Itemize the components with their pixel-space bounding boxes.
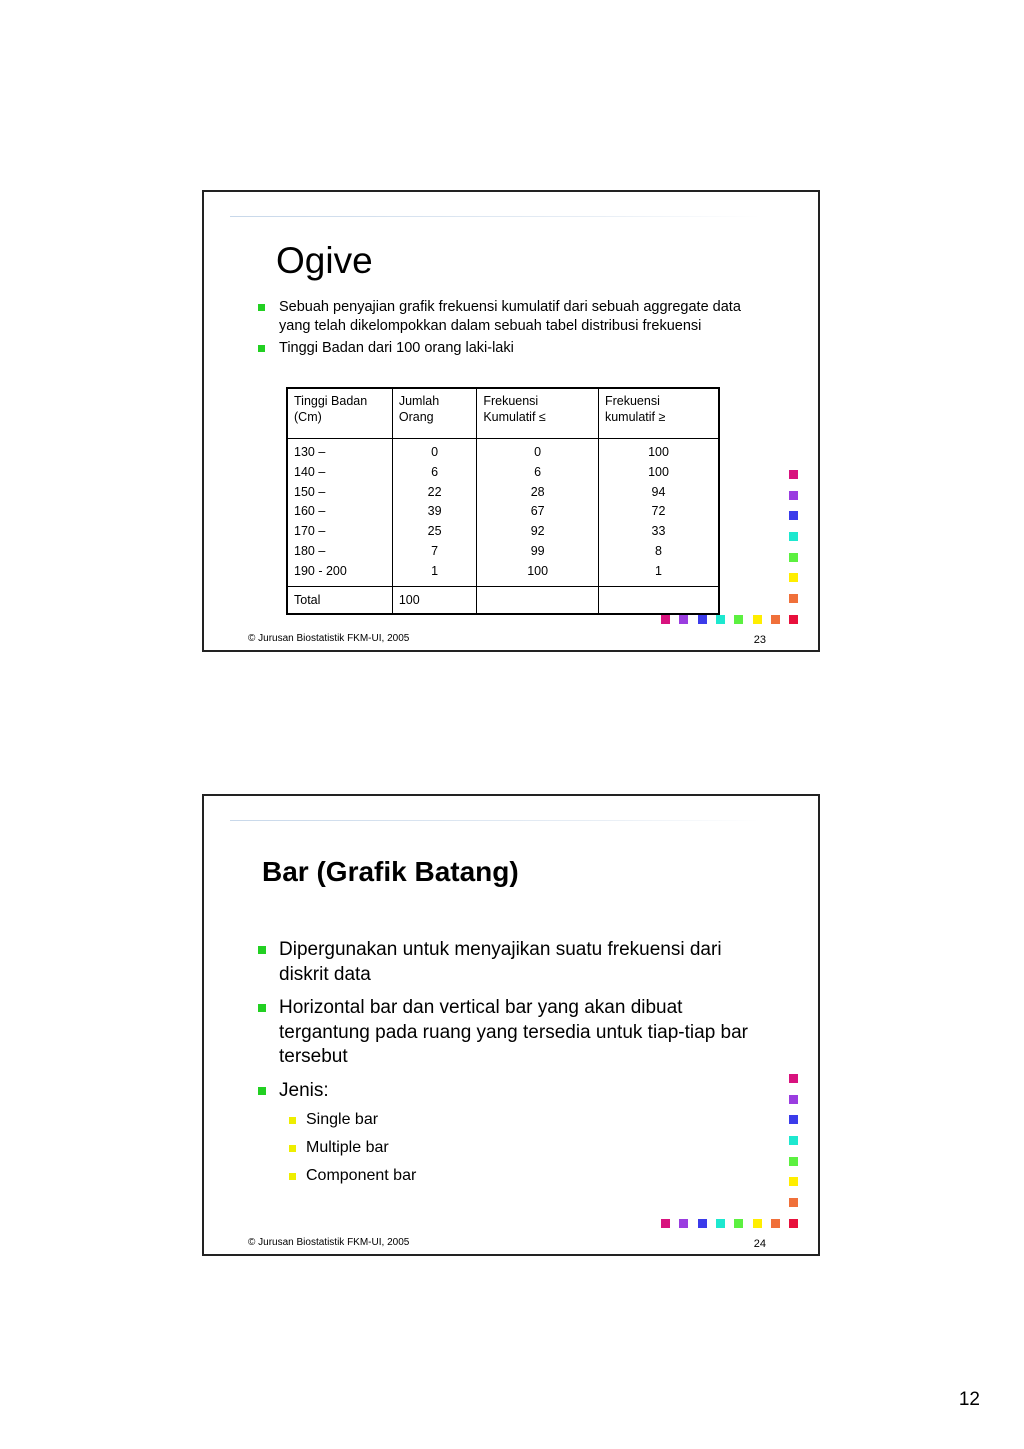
table-cell: 0	[477, 439, 599, 463]
table-total-row	[287, 586, 719, 614]
sub-bullet-text: Multiple bar	[306, 1139, 389, 1156]
slide-bar-chart	[202, 794, 820, 1256]
table-cell: 33	[598, 522, 719, 542]
list-item	[256, 298, 776, 336]
total-label: Total	[287, 586, 392, 614]
total-value: 100	[392, 586, 476, 614]
decor-square	[789, 573, 798, 582]
table-cell: 160 –	[287, 502, 392, 522]
slide-number: 23	[753, 634, 766, 646]
table-cell: 180 –	[287, 542, 392, 562]
slide-number: 24	[753, 1238, 766, 1250]
decor-square	[789, 594, 798, 603]
table-cell: 6	[477, 463, 599, 483]
decor-square	[789, 1198, 798, 1207]
decor-square	[698, 615, 707, 624]
list-item	[256, 339, 776, 358]
sub-bullet-list	[279, 1110, 776, 1186]
copyright-footer: © Jurusan Biostatistik FKM-UI, 2005	[248, 633, 410, 644]
table-row	[287, 542, 719, 562]
table-cell: 28	[477, 483, 599, 503]
decor-square	[661, 1219, 670, 1228]
table-cell: 94	[598, 483, 719, 503]
bullet-text: Dipergunakan untuk menyajikan suatu frekuensi dari diskrit data	[279, 939, 722, 985]
decor-square	[734, 615, 743, 624]
decor-square	[789, 1177, 798, 1186]
list-item	[256, 938, 776, 987]
divider-line	[230, 820, 760, 821]
bullet-square-icon	[258, 345, 265, 352]
decor-square	[661, 615, 670, 624]
sub-bullet-square-icon	[289, 1117, 296, 1124]
decor-square	[771, 1219, 780, 1228]
table-cell: 140 –	[287, 463, 392, 483]
table-cell: 99	[477, 542, 599, 562]
table-cell: 190 - 200	[287, 562, 392, 586]
copyright-footer: © Jurusan Biostatistik FKM-UI, 2005	[248, 1237, 410, 1248]
sub-bullet-square-icon	[289, 1173, 296, 1180]
decor-square	[771, 615, 780, 624]
sub-bullet-text: Component bar	[306, 1167, 417, 1184]
table-cell: 1	[392, 562, 476, 586]
table-row	[287, 522, 719, 542]
page-number: 12	[958, 1389, 980, 1410]
decor-square	[753, 615, 762, 624]
table-cell: 6	[392, 463, 476, 483]
table-cell: 170 –	[287, 522, 392, 542]
table-header-row	[287, 388, 719, 439]
decor-square	[698, 1219, 707, 1228]
sub-bullet-square-icon	[289, 1145, 296, 1152]
column-header: Tinggi Badan (Cm)	[287, 388, 392, 439]
bullet-list	[256, 938, 776, 1195]
decor-square	[789, 470, 798, 479]
decor-square	[789, 1115, 798, 1124]
divider-line	[230, 216, 760, 217]
decor-square	[789, 1095, 798, 1104]
decor-square	[679, 1219, 688, 1228]
sub-list-item	[279, 1166, 776, 1186]
table-cell: 100	[477, 562, 599, 586]
table-cell	[598, 586, 719, 614]
table-row	[287, 562, 719, 586]
table-cell: 100	[598, 463, 719, 483]
decor-square	[734, 1219, 743, 1228]
table-cell: 130 –	[287, 439, 392, 463]
decor-square	[716, 1219, 725, 1228]
bullet-square-icon	[258, 1004, 266, 1012]
decor-square	[679, 615, 688, 624]
decor-square	[789, 615, 798, 624]
decor-square	[789, 1074, 798, 1083]
table-cell: 100	[598, 439, 719, 463]
slide-ogive	[202, 190, 820, 652]
decor-square	[789, 1136, 798, 1145]
bullet-list	[256, 298, 776, 361]
table-row	[287, 439, 719, 463]
table-cell	[477, 586, 599, 614]
table-cell: 7	[392, 542, 476, 562]
table-cell: 25	[392, 522, 476, 542]
decor-square	[789, 553, 798, 562]
table-row	[287, 502, 719, 522]
table-row	[287, 463, 719, 483]
table-cell: 0	[392, 439, 476, 463]
decor-square	[789, 1157, 798, 1166]
table-cell: 72	[598, 502, 719, 522]
table-cell: 22	[392, 483, 476, 503]
slide-title: Bar (Grafik Batang)	[262, 856, 519, 887]
sub-bullet-text: Single bar	[306, 1111, 379, 1128]
table-cell: 92	[477, 522, 599, 542]
bullet-square-icon	[258, 946, 266, 954]
frequency-table	[286, 387, 720, 615]
bullet-square-icon	[258, 1087, 266, 1095]
decor-square	[789, 1219, 798, 1228]
column-header: Frekuensi Kumulatif ≤	[477, 388, 599, 439]
list-item	[256, 1079, 776, 1187]
column-header: Jumlah Orang	[392, 388, 476, 439]
decor-square	[753, 1219, 762, 1228]
decor-square	[716, 615, 725, 624]
decor-square	[789, 532, 798, 541]
column-header: Frekuensi kumulatif ≥	[598, 388, 719, 439]
decor-square	[789, 511, 798, 520]
sub-list-item	[279, 1138, 776, 1158]
decor-square	[789, 491, 798, 500]
bullet-text: Horizontal bar dan vertical bar yang akan dibuat tergantung pada ruang yang tersedia untuk tiap-tiap bar tersebut	[279, 997, 748, 1067]
bullet-text: Sebuah penyajian grafik frekuensi kumulatif dari sebuah aggregate data yang telah dikelompokkan dalam sebuah tabel distribusi frekuensi	[279, 299, 741, 334]
table-cell: 39	[392, 502, 476, 522]
bullet-text: Jenis:	[279, 1079, 329, 1101]
table-cell: 8	[598, 542, 719, 562]
table-cell: 1	[598, 562, 719, 586]
table-cell: 67	[477, 502, 599, 522]
bullet-text: Tinggi Badan dari 100 orang laki-laki	[279, 340, 514, 356]
sub-list-item	[279, 1110, 776, 1130]
table-row	[287, 483, 719, 503]
slide-title: Ogive	[276, 240, 373, 281]
list-item	[256, 996, 776, 1070]
bullet-square-icon	[258, 304, 265, 311]
table-cell: 150 –	[287, 483, 392, 503]
